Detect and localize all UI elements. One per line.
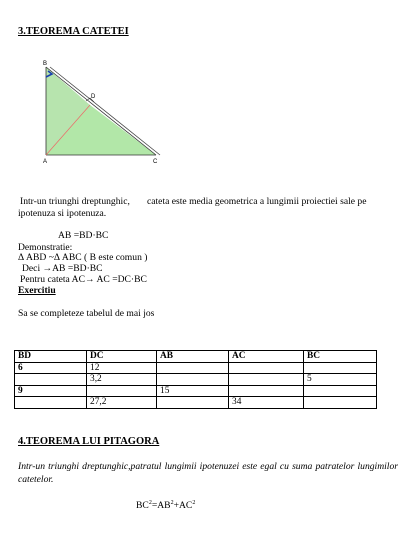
table-row [15,362,377,374]
label-d: D [91,94,96,100]
table-cell [87,385,157,397]
table-cell: 6 [15,362,87,374]
table-cell: 34 [229,397,304,409]
header-ac: AC [229,351,304,363]
demonstration-label: Demonstratie: [18,242,73,253]
table-cell: 15 [157,385,229,397]
demonstration-line-3: Pentru cateta AC→ AC =DC·BC [20,274,147,285]
demonstration-line-2: Deci →AB =BD·BC [22,263,103,274]
exercise-instruction: Sa se completeze tabelul de mai jos [18,308,155,319]
formula-exponent-1: 2 [148,500,152,506]
label-a: A [43,159,48,165]
table-cell [157,374,229,386]
table-cell [229,385,304,397]
header-bc: BC [304,351,377,363]
table-row [15,385,377,397]
table-cell [304,385,377,397]
header-dc: DC [87,351,157,363]
table-row [15,374,377,386]
table-cell: 12 [87,362,157,374]
table-cell [15,374,87,386]
table-cell: 5 [304,374,377,386]
header-ab: AB [157,351,229,363]
exercise-table [14,350,377,409]
table-row [15,397,377,409]
table-cell [15,397,87,409]
label-b: B [43,61,48,67]
section-4-title: 4.TEOREMA LUI PITAGORA [18,436,160,447]
formula-ac: +AC [173,500,193,511]
table-cell: 3,2 [87,374,157,386]
table-cell: 9 [15,385,87,397]
formula-exponent-3: 2 [192,500,196,506]
table-cell: 27,2 [87,397,157,409]
statement-part2: cateta este media geometrica a lungimii proiectiei sale pe [147,196,367,207]
statement-line2: ipotenuza si ipotenuza. [18,208,107,219]
formula-ab: =AB [151,500,171,511]
formula-bc: BC [136,500,149,511]
table-cell [157,362,229,374]
pythagoras-formula [136,498,195,511]
statement-part1: Intr-un triunghi dreptunghic, [20,196,130,207]
header-bd: BD [15,351,87,363]
formula-exponent-2: 2 [170,500,174,506]
table-cell [229,374,304,386]
table-cell [229,362,304,374]
cateta-formula: AB =BD·BC [58,230,109,241]
exercise-heading: Exercitiu [18,285,56,296]
table-cell [304,362,377,374]
label-c: C [153,159,158,165]
table-cell [157,397,229,409]
table-cell [304,397,377,409]
table-header-row [15,351,377,363]
pythagoras-statement: Intr-un triunghi dreptunghic,patratul lungimii ipotenuzei este egal cu suma patratelor lungimilor catetelor. [18,461,398,485]
section-3-title: 3.TEOREMA CATETEI [18,26,129,37]
right-triangle-figure [30,55,170,170]
demonstration-line-1: Δ ABD ~Δ ABC ( B este comun ) [18,252,148,263]
